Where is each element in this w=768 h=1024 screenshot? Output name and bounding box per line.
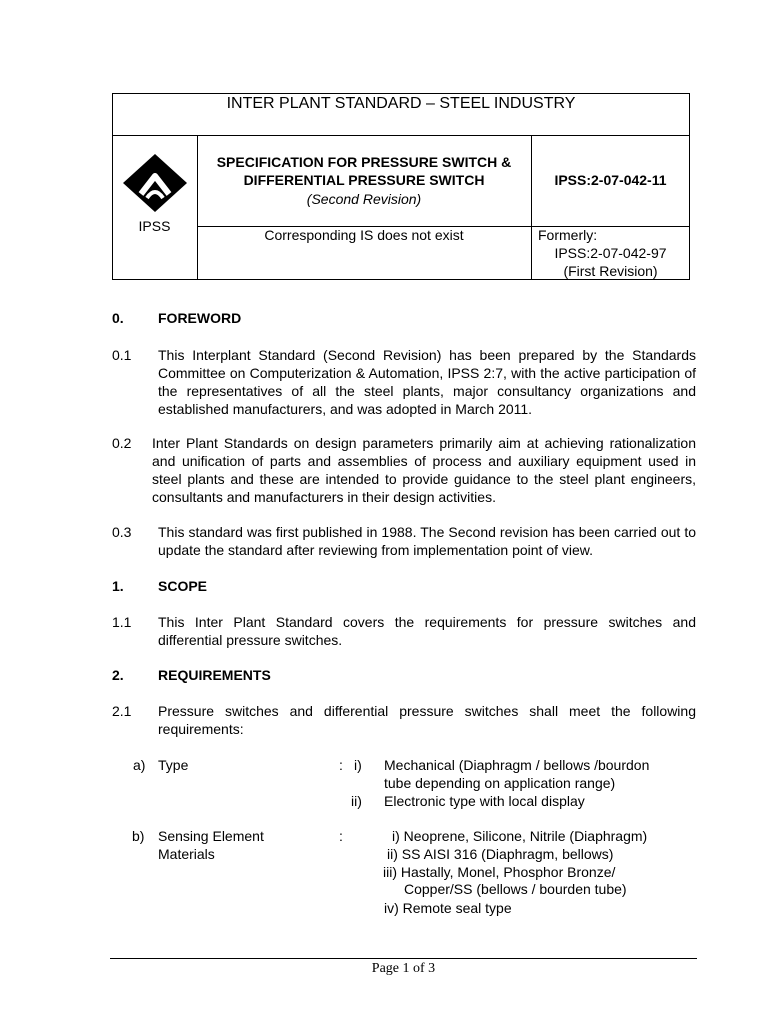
clause-text: Inter Plant Standards on design parameters primarily aim at achieving rationalization and unification of parts and assemblies of process and auxiliary equipment used in steel plants and these are intended to provide guidance to the steel plant engineers, consultants and manufacturers in their design activities. xyxy=(152,435,696,505)
footer-divider xyxy=(110,958,697,959)
sub-item-text xyxy=(384,756,649,792)
sub-item-text: Copper/SS (bellows / bourden tube) xyxy=(404,881,627,897)
spec-title xyxy=(197,153,531,189)
clause-number: 0.2 xyxy=(112,435,132,451)
corresponding-is: Corresponding IS does not exist xyxy=(264,227,464,243)
section-heading: REQUIREMENTS xyxy=(158,667,271,683)
clause-text: This Interplant Standard (Second Revision) has been prepared by the Standards Committee on Computerization & Automation, IPSS 2:7, with the active participation of the representatives of all the steel plants, major consultancy organizations and established manufacturers, and was adopted in March 2011. xyxy=(158,347,696,417)
document-title: INTER PLANT STANDARD – STEEL INDUSTRY xyxy=(226,95,576,112)
sub-item-text: ii) SS AISI 316 (Diaphragm, bellows) xyxy=(387,846,614,862)
clause-text: Pressure switches and differential pressure switches shall meet the following requirements: xyxy=(158,703,696,737)
section-number: 0. xyxy=(112,310,124,326)
sub-item-line: Mechanical (Diaphragm / bellows /bourdon xyxy=(384,757,650,773)
item-colon: : xyxy=(339,757,343,773)
section-heading: FOREWORD xyxy=(158,310,242,326)
clause-number: 0.1 xyxy=(112,347,132,363)
page-number: Page 1 of 3 xyxy=(371,961,436,976)
formerly-code-line: IPSS:2-07-042-97 xyxy=(554,245,667,261)
standard-code: IPSS:2-07-042-11 xyxy=(554,172,667,188)
header-divider xyxy=(112,135,690,136)
section-number: 2. xyxy=(112,667,124,683)
item-name-line: Materials xyxy=(158,846,215,862)
item-name: Type xyxy=(158,757,189,773)
spec-title-line: SPECIFICATION FOR PRESSURE SWITCH & xyxy=(216,154,512,170)
clause-text: This Inter Plant Standard covers the requirements for pressure switches and differential pressure switches. xyxy=(158,614,696,648)
formerly-revision-line: (First Revision) xyxy=(563,263,658,279)
clause-text: This standard was first published in 1988. The Second revision has been carried out to update the standard after reviewing from implementation point of view. xyxy=(158,524,696,558)
sub-item-text: iii) Hastally, Monel, Phosphor Bronze/ xyxy=(383,864,616,880)
item-label: b) xyxy=(132,828,145,844)
sub-item-text: iv) Remote seal type xyxy=(384,900,512,916)
clause-number: 0.3 xyxy=(112,524,132,540)
section-heading: SCOPE xyxy=(158,578,208,594)
sub-item-number: i) xyxy=(354,757,362,773)
clause-number: 2.1 xyxy=(112,703,132,719)
formerly-code xyxy=(531,244,690,280)
section-number: 1. xyxy=(112,578,124,594)
logo-label: IPSS xyxy=(138,218,171,234)
clause-number: 1.1 xyxy=(112,614,132,630)
item-name-line: Sensing Element xyxy=(158,828,264,844)
revision-label: (Second Revision) xyxy=(306,191,422,207)
item-label: a) xyxy=(133,757,146,773)
item-name xyxy=(158,827,264,863)
sub-item-text: Electronic type with local display xyxy=(384,793,585,809)
ipss-logo-icon xyxy=(123,154,187,212)
sub-item-text: i) Neoprene, Silicone, Nitrile (Diaphragm) xyxy=(392,828,648,844)
sub-item-number: ii) xyxy=(351,793,362,809)
item-colon: : xyxy=(339,828,343,844)
spec-title-line: DIFFERENTIAL PRESSURE SWITCH xyxy=(243,172,485,188)
sub-item-line: tube depending on application range) xyxy=(384,775,616,791)
formerly-label: Formerly: xyxy=(538,227,598,243)
